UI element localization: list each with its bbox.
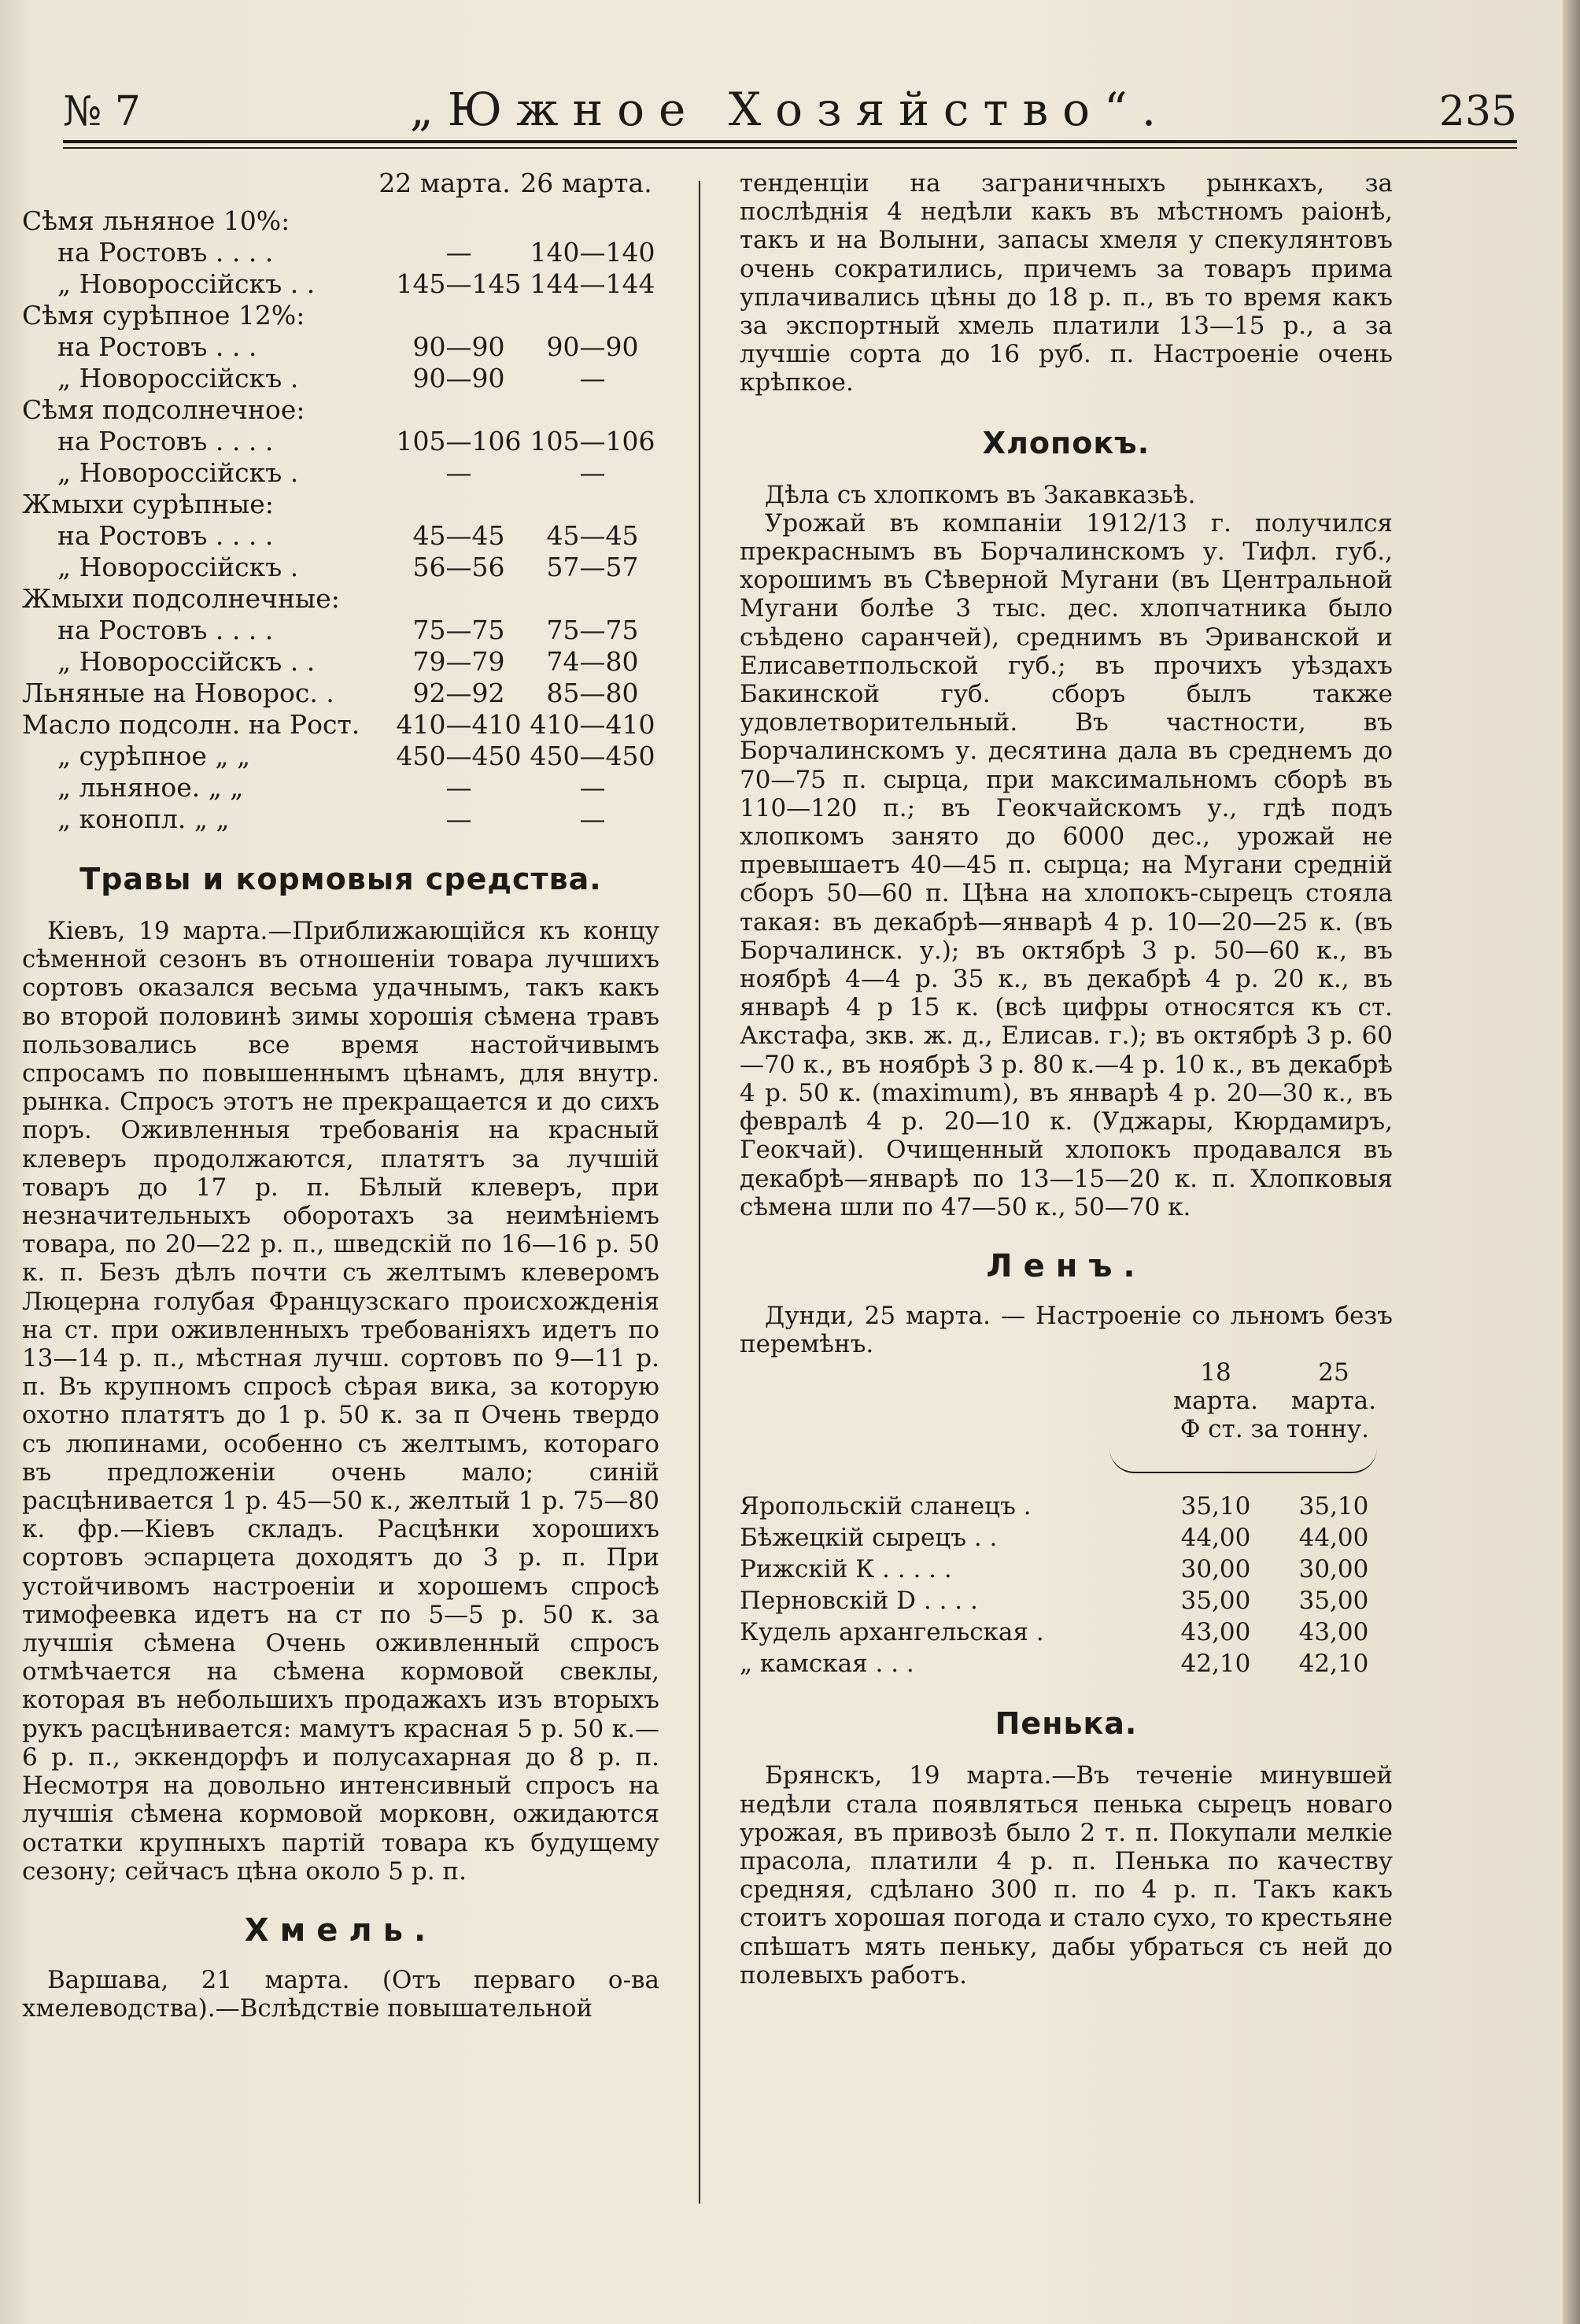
row-label: на Ростовъ . . . . <box>57 616 274 645</box>
value-25-march: 35,10 <box>1298 1492 1369 1521</box>
row-label: Рижскій К . . . . . <box>740 1555 952 1584</box>
value-26-march: — <box>579 804 606 834</box>
value-22-march: — <box>445 772 472 803</box>
table-row <box>22 645 659 676</box>
table-row <box>22 487 659 519</box>
value-22-march: 90—90 <box>412 331 505 362</box>
row-label: Яропольскій сланецъ . <box>740 1492 1032 1521</box>
table-row <box>22 550 659 582</box>
row-label: Жмыхи сурѣпные: <box>22 490 274 519</box>
value-22-march: 105—106 <box>396 426 522 456</box>
value-22-march: — <box>445 237 472 268</box>
running-header <box>63 83 1517 146</box>
flax-date-col-2: 25 марта. <box>1291 1358 1376 1416</box>
row-label: „ камская . . . <box>740 1650 914 1679</box>
row-label: Сѣмя льняное 10%: <box>22 207 290 235</box>
left-column <box>22 169 659 2023</box>
value-18-march: 43,00 <box>1180 1618 1251 1647</box>
row-label: „ Новороссійскъ . . <box>57 648 316 676</box>
value-26-march: 74—80 <box>546 646 639 677</box>
table-row <box>22 739 659 770</box>
page-number: 235 <box>1438 88 1517 135</box>
value-22-march: 56—56 <box>412 552 505 582</box>
row-label: Перновскій D . . . . <box>740 1587 978 1616</box>
table-header <box>22 169 659 198</box>
column-separator <box>699 181 700 2204</box>
value-26-march: — <box>579 457 606 488</box>
table-row <box>740 1646 1393 1678</box>
table-row <box>22 582 659 613</box>
flax-table-body <box>740 1489 1393 1678</box>
row-label: на Ростовъ . . . <box>57 333 257 361</box>
value-26-march: 140—140 <box>530 237 655 268</box>
table-row <box>22 519 659 550</box>
flax-price-table <box>740 1358 1393 1678</box>
page-spine-shadow <box>1563 0 1580 2324</box>
value-18-march: 44,00 <box>1180 1524 1251 1553</box>
value-22-march: 90—90 <box>412 363 505 393</box>
row-label: „ льняное. „ „ <box>57 774 244 802</box>
table-body <box>22 204 659 833</box>
value-26-march: — <box>579 772 606 803</box>
table-row <box>740 1489 1393 1520</box>
table-row <box>740 1520 1393 1552</box>
value-26-march: — <box>579 363 606 393</box>
hops-paragraph-cont: тенденціи на заграничныхъ рынкахъ, за послѣднія 4 недѣли какъ въ мѣстномъ раіонѣ, такъ и на Волыни, запасы хмеля у спекулянтовъ очень сократились, причемъ за товаръ прима уплачивались цѣны до 18 р. п., въ то время какъ за экспортный хмель платили 13—15 р., а за лучшіе сорта до 16 руб. п. Настроеніе очень крѣпкое. <box>740 169 1393 397</box>
table-row <box>740 1583 1393 1615</box>
journal-title: „Южное Хозяйство“. <box>409 83 1171 136</box>
value-25-march: 44,00 <box>1298 1524 1369 1553</box>
row-label: на Ростовъ . . . . <box>57 238 274 267</box>
value-26-march: 57—57 <box>546 552 639 582</box>
header-rule-thin <box>63 147 1517 149</box>
table-row <box>22 676 659 708</box>
row-label: на Ростовъ . . . . <box>57 522 274 550</box>
value-25-march: 42,10 <box>1298 1650 1369 1679</box>
issue-number: № 7 <box>63 88 141 135</box>
value-26-march: 75—75 <box>546 615 639 645</box>
section-heading-hops: Хмель. <box>244 1912 437 1949</box>
value-25-march: 43,00 <box>1298 1618 1369 1647</box>
grasses-paragraph: Кіевъ, 19 марта.—Приближающійся къ концу сѣменной сезонъ въ отношеніи товара лучшихъ сортовъ оказался весьма удачнымъ, такъ какъ во второй половинѣ зимы хорошія сѣмена травъ пользовались все время настойчивымъ спросамъ по повышеннымъ цѣнамъ, для внутр. рынка. Спросъ этотъ не прекращается и до сихъ поръ. Оживленныя требованія на красный клеверъ продолжаются, платятъ за лучшій товаръ до 17 р. п. Бѣлый клеверъ, при незначительныхъ оборотахъ за неимѣніемъ товара, по 20—22 р. п., шведскій по 16—16 р. 50 к. п. Безъ дѣлъ почти съ желтымъ клеверомъ Люцерна голубая Французскаго происхожденія на ст. при оживленныхъ требованіяхъ идетъ по 13—14 р. п., мѣстная лучш. сортовъ по 9—11 р. п. Въ крупномъ спросѣ сѣрая вика, за которую охотно платятъ до 1 р. 50 к. за п Очень твердо съ люпинами, особенно съ желтымъ, котораго въ предложеніи очень мало; синій расцѣнивается 1 р. 45—50 к., желтый 1 р. 75—80 к. фр.—Кіевъ складъ. Расцѣнки хорошихъ сортовъ эспарцета доходятъ до 3 р. п. При устойчивомъ настроеніи и хорошемъ спросѣ тимофеевка идетъ на ст по 5—5 р. 50 к. за лучшія сѣмена Очень оживленный спросъ отмѣчается на сѣмена кормовой свеклы, которая въ небольшихъ продажахъ изъ вторыхъ рукъ расцѣнивается: мамутъ красная 5 р. 50 к.—6 р. п., эккендорфъ и полусахарная до 8 р. п. Несмотря на довольно интенсивный спросъ на лучшія сѣмена кормовой морковн, ожидаются остатки крупныхъ партій товара къ будущему сезону; сейчасъ цѣна около 5 р. п. <box>22 917 659 1886</box>
seed-price-table <box>22 169 659 833</box>
right-column <box>740 169 1393 1990</box>
value-26-march: 144—144 <box>530 268 655 299</box>
section-heading-cotton: Хлопокъ. <box>982 425 1150 460</box>
row-label: „ конопл. „ „ <box>57 805 230 833</box>
table-row <box>22 235 659 267</box>
table-row <box>22 708 659 739</box>
value-18-march: 35,10 <box>1180 1492 1251 1521</box>
section-heading-grasses: Травы и кормовыя средства. <box>79 862 602 896</box>
value-26-march: 45—45 <box>546 520 639 551</box>
header-brace <box>1109 1448 1377 1473</box>
flax-date-col-1: 18 марта. <box>1173 1358 1258 1416</box>
table-row <box>22 770 659 802</box>
hemp-paragraph: Брянскъ, 19 марта.—Въ теченіе минувшей недѣли стала появляться пенька сырецъ новаго урожая, въ привозѣ было 2 т. п. Покупали мелкіе прасола, платили 4 р. п. Пенька по качеству средняя, сдѣлано 300 п. по 4 р. п. Такъ какъ стоитъ хорошая погода и стало сухо, то крестьяне спѣшатъ мять пеньку, дабы убраться съ ней до полевыхъ работъ. <box>740 1761 1393 1990</box>
table-row <box>22 424 659 456</box>
row-label: „ Новороссійскъ . . <box>57 270 316 298</box>
table-row <box>22 613 659 645</box>
table-row <box>22 330 659 361</box>
row-label: Кудель архангельская . <box>740 1618 1044 1647</box>
table-row <box>22 361 659 393</box>
row-label: Бѣжецкій сырецъ . . <box>740 1524 998 1553</box>
value-22-march: 45—45 <box>412 520 505 551</box>
row-label: „ Новороссійскъ . <box>57 553 299 582</box>
date-col-1: 22 марта. <box>378 168 511 198</box>
table-row <box>22 456 659 487</box>
flax-unit: Ф ст. за тонну. <box>1179 1415 1369 1444</box>
value-22-march: 410—410 <box>396 709 522 740</box>
value-22-march: 79—79 <box>412 646 505 677</box>
value-26-march: 90—90 <box>546 331 639 362</box>
row-label: Льняные на Новорос. . <box>22 679 334 708</box>
hops-paragraph-start: Варшава, 21 марта. (Отъ перваго о-ва хмелеводства).—Вслѣдствіе повышательной <box>22 1965 659 2023</box>
value-18-march: 42,10 <box>1180 1650 1251 1679</box>
value-26-march: 410—410 <box>530 709 655 740</box>
flax-paragraph: Дунди, 25 марта. — Настроеніе со льномъ безъ перемѣнъ. <box>740 1301 1393 1359</box>
row-label: Сѣмя сурѣпное 12%: <box>22 301 305 330</box>
value-22-march: — <box>445 457 472 488</box>
date-col-2: 26 марта. <box>520 168 652 198</box>
table-row <box>22 802 659 833</box>
header-rule-thick <box>63 140 1517 143</box>
table-row <box>22 267 659 298</box>
value-26-march: 85—80 <box>546 678 639 708</box>
table-row <box>740 1615 1393 1646</box>
row-label: „ Новороссійскъ . <box>57 364 299 393</box>
row-label: „ Новороссійскъ . <box>57 459 299 487</box>
table-row <box>740 1552 1393 1583</box>
table-row <box>22 393 659 424</box>
row-label: Сѣмя подсолнечное: <box>22 396 305 424</box>
value-22-march: 92—92 <box>412 678 505 708</box>
value-22-march: — <box>445 804 472 834</box>
value-22-march: 75—75 <box>412 615 505 645</box>
flax-table-header <box>740 1358 1393 1415</box>
value-25-march: 35,00 <box>1298 1587 1369 1616</box>
cotton-paragraph: Урожай въ компаніи 1912/13 г. получился прекраснымъ въ Борчалинскомъ у. Тифл. губ., хорошимъ въ Сѣверной Мугани (въ Центральной Мугани болѣе 3 тыс. дес. хлопчатника было съѣдено саранчей), среднимъ въ Эриванской и Елисаветпольской губ.; въ прочихъ уѣздахъ Бакинской губ. сборъ былъ также удовлетворительный. Въ частности, въ Борчалинскомъ у. десятина дала въ среднемъ до 70—75 п. сырца, при максимальномъ сборѣ въ 110—120 п.; въ Геокчайскомъ у., гдѣ подъ хлопкомъ занято до 6000 дес., урожай не превышаетъ 40—45 п. сырца; на Мугани средній сборъ 50—60 п. Цѣна на хлопокъ-сырецъ стояла такая: въ декабрѣ—январѣ 4 р. 10—20—25 к. (въ Борчалинск. у.); въ октябрѣ 3 р. 50—60 к., въ ноябрѣ 4—4 р. 35 к., въ декабрѣ 4 р. 20 к., въ январѣ 4 р 15 к. (всѣ цифры относятся къ ст. Акстафа, зкв. ж. д., Елисав. г.); въ октябрѣ 3 р. 60—70 к., въ ноябрѣ 3 р. 80 к.—4 р. 10 к., въ декабрѣ 4 р. 50 к. (maximum), въ январѣ 4 р. 20—30 к., въ февралѣ 4 р. 20—10 к. (Уджары, Кюрдамиръ, Геокчай). Очищенный хлопокъ продавался въ декабрѣ—январѣ по 13—15—20 к. п. Хлопковыя сѣмена шли по 47—50 к., 50—70 к. <box>740 508 1393 1221</box>
value-25-march: 30,00 <box>1298 1555 1369 1584</box>
value-18-march: 35,00 <box>1180 1587 1251 1616</box>
value-26-march: 105—106 <box>530 426 655 456</box>
value-26-march: 450—450 <box>530 741 655 771</box>
section-heading-flax: Ленъ. <box>986 1247 1146 1284</box>
cotton-subheading: Дѣла съ хлопкомъ въ Закавказьѣ. <box>765 480 1196 509</box>
section-heading-hemp: Пенька. <box>995 1706 1138 1742</box>
row-label: Жмыхи подсолнечные: <box>22 585 340 613</box>
row-label: на Ростовъ . . . . <box>57 427 274 456</box>
table-row <box>22 204 659 235</box>
value-22-march: 450—450 <box>396 741 522 771</box>
value-22-march: 145—145 <box>396 268 522 299</box>
row-label: „ сурѣпное „ „ <box>57 742 251 770</box>
value-18-march: 30,00 <box>1180 1555 1251 1584</box>
row-label: Масло подсолн. на Рост. <box>22 711 360 739</box>
table-row <box>22 298 659 330</box>
